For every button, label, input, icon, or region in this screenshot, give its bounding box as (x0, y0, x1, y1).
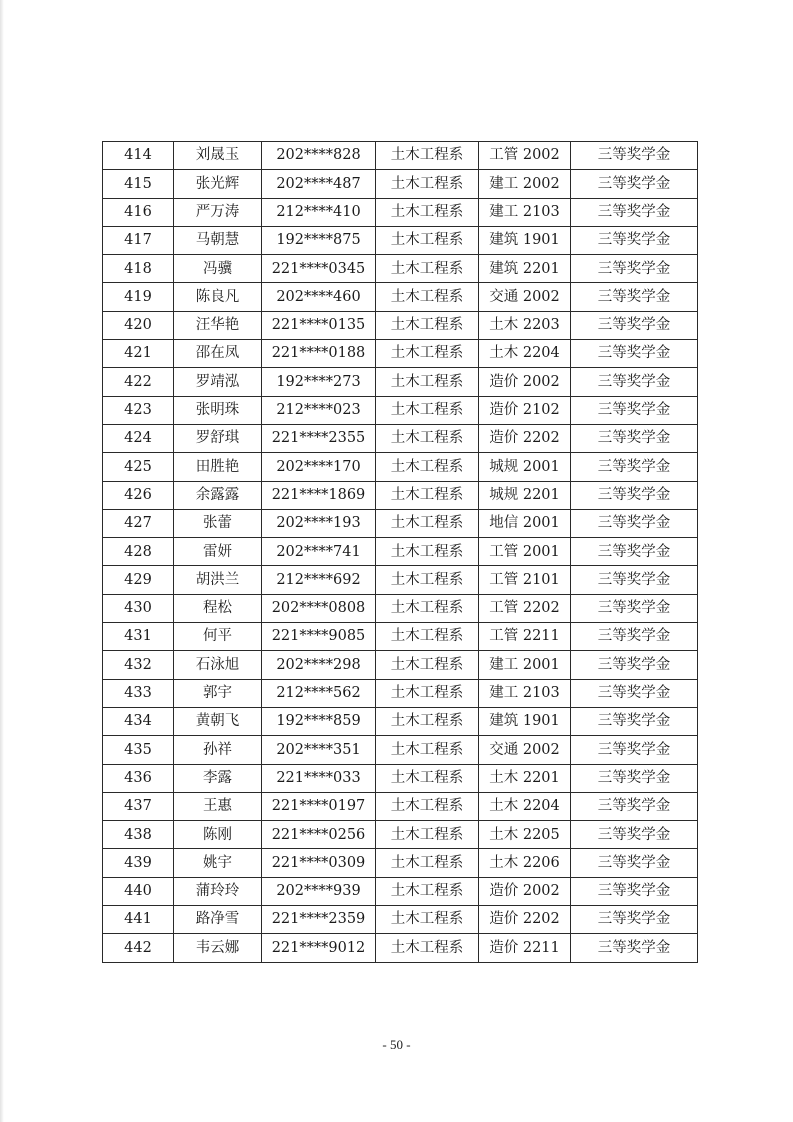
table-row (103, 453, 698, 481)
student-name-cell: 郭宇 (174, 679, 262, 707)
award-cell: 三等奖学金 (571, 821, 698, 849)
class-cell: 建筑 2201 (479, 255, 571, 283)
class-cell: 土木 2203 (479, 311, 571, 339)
award-cell: 三等奖学金 (571, 594, 698, 622)
class-cell: 土木 2204 (479, 340, 571, 368)
row-number-cell: 431 (103, 623, 174, 651)
table-row (103, 481, 698, 509)
table-row (103, 679, 698, 707)
department-cell: 土木工程系 (376, 849, 479, 877)
department-cell: 土木工程系 (376, 481, 479, 509)
student-name-cell: 孙祥 (174, 736, 262, 764)
row-number-cell: 417 (103, 226, 174, 254)
row-number-cell: 418 (103, 255, 174, 283)
award-cell: 三等奖学金 (571, 283, 698, 311)
department-cell: 土木工程系 (376, 679, 479, 707)
department-cell: 土木工程系 (376, 198, 479, 226)
table-row (103, 877, 698, 905)
table-row (103, 934, 698, 962)
department-cell: 土木工程系 (376, 877, 479, 905)
student-name-cell: 田胜艳 (174, 453, 262, 481)
award-cell: 三等奖学金 (571, 453, 698, 481)
student-id-cell: 212****692 (262, 566, 376, 594)
table-row (103, 340, 698, 368)
table-row (103, 707, 698, 735)
row-number-cell: 425 (103, 453, 174, 481)
award-cell: 三等奖学金 (571, 849, 698, 877)
student-id-cell: 221****9012 (262, 934, 376, 962)
table-row (103, 651, 698, 679)
award-cell: 三等奖学金 (571, 311, 698, 339)
student-id-cell: 192****875 (262, 226, 376, 254)
class-cell: 造价 2102 (479, 396, 571, 424)
student-id-cell: 202****0808 (262, 594, 376, 622)
department-cell: 土木工程系 (376, 255, 479, 283)
award-cell: 三等奖学金 (571, 934, 698, 962)
row-number-cell: 434 (103, 707, 174, 735)
row-number-cell: 430 (103, 594, 174, 622)
student-id-cell: 221****2359 (262, 906, 376, 934)
table-row (103, 736, 698, 764)
scan-edge-shadow (0, 0, 4, 1122)
student-id-cell: 202****487 (262, 170, 376, 198)
class-cell: 土木 2204 (479, 792, 571, 820)
student-name-cell: 马朝慧 (174, 226, 262, 254)
table-row (103, 509, 698, 537)
student-id-cell: 202****460 (262, 283, 376, 311)
department-cell: 土木工程系 (376, 792, 479, 820)
table-row (103, 538, 698, 566)
row-number-cell: 426 (103, 481, 174, 509)
student-name-cell: 石泳旭 (174, 651, 262, 679)
student-id-cell: 202****351 (262, 736, 376, 764)
award-cell: 三等奖学金 (571, 707, 698, 735)
table-row (103, 142, 698, 170)
student-id-cell: 202****193 (262, 509, 376, 537)
department-cell: 土木工程系 (376, 283, 479, 311)
award-cell: 三等奖学金 (571, 679, 698, 707)
table-row (103, 198, 698, 226)
department-cell: 土木工程系 (376, 226, 479, 254)
student-name-cell: 严万涛 (174, 198, 262, 226)
award-cell: 三等奖学金 (571, 566, 698, 594)
award-cell: 三等奖学金 (571, 424, 698, 452)
student-id-cell: 212****023 (262, 396, 376, 424)
class-cell: 造价 2211 (479, 934, 571, 962)
award-cell: 三等奖学金 (571, 538, 698, 566)
department-cell: 土木工程系 (376, 821, 479, 849)
student-name-cell: 王惠 (174, 792, 262, 820)
student-id-cell: 221****0309 (262, 849, 376, 877)
award-cell: 三等奖学金 (571, 198, 698, 226)
table-row (103, 226, 698, 254)
class-cell: 工管 2001 (479, 538, 571, 566)
student-name-cell: 蒲玲玲 (174, 877, 262, 905)
table-row (103, 821, 698, 849)
department-cell: 土木工程系 (376, 623, 479, 651)
department-cell: 土木工程系 (376, 368, 479, 396)
class-cell: 工管 2101 (479, 566, 571, 594)
row-number-cell: 437 (103, 792, 174, 820)
student-id-cell: 202****298 (262, 651, 376, 679)
student-name-cell: 余露露 (174, 481, 262, 509)
class-cell: 城规 2001 (479, 453, 571, 481)
class-cell: 交通 2002 (479, 283, 571, 311)
class-cell: 建工 2103 (479, 198, 571, 226)
class-cell: 造价 2002 (479, 877, 571, 905)
student-name-cell: 刘晟玉 (174, 142, 262, 170)
row-number-cell: 436 (103, 764, 174, 792)
row-number-cell: 421 (103, 340, 174, 368)
student-id-cell: 202****170 (262, 453, 376, 481)
student-name-cell: 陈刚 (174, 821, 262, 849)
table-row (103, 311, 698, 339)
row-number-cell: 420 (103, 311, 174, 339)
student-name-cell: 汪华艳 (174, 311, 262, 339)
class-cell: 造价 2202 (479, 906, 571, 934)
student-name-cell: 姚宇 (174, 849, 262, 877)
class-cell: 土木 2205 (479, 821, 571, 849)
department-cell: 土木工程系 (376, 509, 479, 537)
student-name-cell: 罗靖泓 (174, 368, 262, 396)
student-id-cell: 221****9085 (262, 623, 376, 651)
student-id-cell: 221****0256 (262, 821, 376, 849)
class-cell: 建工 2002 (479, 170, 571, 198)
row-number-cell: 439 (103, 849, 174, 877)
row-number-cell: 416 (103, 198, 174, 226)
student-name-cell: 胡洪兰 (174, 566, 262, 594)
student-name-cell: 张光辉 (174, 170, 262, 198)
table-row (103, 792, 698, 820)
row-number-cell: 427 (103, 509, 174, 537)
table-row (103, 424, 698, 452)
department-cell: 土木工程系 (376, 538, 479, 566)
class-cell: 建工 2103 (479, 679, 571, 707)
student-name-cell: 何平 (174, 623, 262, 651)
row-number-cell: 442 (103, 934, 174, 962)
table-row (103, 368, 698, 396)
class-cell: 土木 2206 (479, 849, 571, 877)
award-cell: 三等奖学金 (571, 170, 698, 198)
department-cell: 土木工程系 (376, 594, 479, 622)
row-number-cell: 423 (103, 396, 174, 424)
department-cell: 土木工程系 (376, 764, 479, 792)
class-cell: 建筑 1901 (479, 226, 571, 254)
table-body (103, 142, 698, 963)
department-cell: 土木工程系 (376, 566, 479, 594)
row-number-cell: 414 (103, 142, 174, 170)
table-row (103, 283, 698, 311)
award-cell: 三等奖学金 (571, 481, 698, 509)
table-row (103, 764, 698, 792)
row-number-cell: 419 (103, 283, 174, 311)
class-cell: 造价 2002 (479, 368, 571, 396)
student-name-cell: 路净雪 (174, 906, 262, 934)
award-cell: 三等奖学金 (571, 623, 698, 651)
student-name-cell: 罗舒琪 (174, 424, 262, 452)
student-id-cell: 221****0345 (262, 255, 376, 283)
student-id-cell: 212****410 (262, 198, 376, 226)
award-cell: 三等奖学金 (571, 142, 698, 170)
table-row (103, 255, 698, 283)
student-id-cell: 221****2355 (262, 424, 376, 452)
row-number-cell: 415 (103, 170, 174, 198)
class-cell: 建工 2001 (479, 651, 571, 679)
award-cell: 三等奖学金 (571, 396, 698, 424)
class-cell: 建筑 1901 (479, 707, 571, 735)
student-id-cell: 202****939 (262, 877, 376, 905)
student-name-cell: 韦云娜 (174, 934, 262, 962)
department-cell: 土木工程系 (376, 396, 479, 424)
award-cell: 三等奖学金 (571, 764, 698, 792)
department-cell: 土木工程系 (376, 906, 479, 934)
award-cell: 三等奖学金 (571, 226, 698, 254)
table-row (103, 594, 698, 622)
student-id-cell: 202****828 (262, 142, 376, 170)
student-name-cell: 张明珠 (174, 396, 262, 424)
award-cell: 三等奖学金 (571, 255, 698, 283)
row-number-cell: 435 (103, 736, 174, 764)
table-row (103, 566, 698, 594)
department-cell: 土木工程系 (376, 651, 479, 679)
class-cell: 土木 2201 (479, 764, 571, 792)
student-id-cell: 212****562 (262, 679, 376, 707)
class-cell: 地信 2001 (479, 509, 571, 537)
class-cell: 造价 2202 (479, 424, 571, 452)
student-id-cell: 202****741 (262, 538, 376, 566)
award-cell: 三等奖学金 (571, 340, 698, 368)
row-number-cell: 429 (103, 566, 174, 594)
table-row (103, 849, 698, 877)
table-row (103, 396, 698, 424)
student-name-cell: 张蕾 (174, 509, 262, 537)
row-number-cell: 441 (103, 906, 174, 934)
student-id-cell: 221****0197 (262, 792, 376, 820)
table-row (103, 906, 698, 934)
department-cell: 土木工程系 (376, 453, 479, 481)
row-number-cell: 433 (103, 679, 174, 707)
student-id-cell: 221****033 (262, 764, 376, 792)
row-number-cell: 424 (103, 424, 174, 452)
scholarship-table (102, 141, 698, 963)
award-cell: 三等奖学金 (571, 368, 698, 396)
class-cell: 工管 2211 (479, 623, 571, 651)
award-cell: 三等奖学金 (571, 877, 698, 905)
class-cell: 交通 2002 (479, 736, 571, 764)
award-cell: 三等奖学金 (571, 736, 698, 764)
student-name-cell: 陈良凡 (174, 283, 262, 311)
row-number-cell: 428 (103, 538, 174, 566)
department-cell: 土木工程系 (376, 707, 479, 735)
row-number-cell: 432 (103, 651, 174, 679)
class-cell: 工管 2202 (479, 594, 571, 622)
row-number-cell: 422 (103, 368, 174, 396)
student-name-cell: 冯骥 (174, 255, 262, 283)
department-cell: 土木工程系 (376, 311, 479, 339)
page-number: - 50 - (382, 1037, 411, 1052)
row-number-cell: 438 (103, 821, 174, 849)
class-cell: 城规 2201 (479, 481, 571, 509)
student-name-cell: 邵在凤 (174, 340, 262, 368)
row-number-cell: 440 (103, 877, 174, 905)
student-name-cell: 李露 (174, 764, 262, 792)
award-cell: 三等奖学金 (571, 906, 698, 934)
department-cell: 土木工程系 (376, 170, 479, 198)
student-id-cell: 192****273 (262, 368, 376, 396)
table-row (103, 623, 698, 651)
award-cell: 三等奖学金 (571, 509, 698, 537)
table-row (103, 170, 698, 198)
student-id-cell: 221****1869 (262, 481, 376, 509)
department-cell: 土木工程系 (376, 142, 479, 170)
student-name-cell: 黄朝飞 (174, 707, 262, 735)
student-id-cell: 192****859 (262, 707, 376, 735)
department-cell: 土木工程系 (376, 934, 479, 962)
student-name-cell: 雷妍 (174, 538, 262, 566)
student-id-cell: 221****0135 (262, 311, 376, 339)
class-cell: 工管 2002 (479, 142, 571, 170)
department-cell: 土木工程系 (376, 340, 479, 368)
department-cell: 土木工程系 (376, 736, 479, 764)
department-cell: 土木工程系 (376, 424, 479, 452)
student-id-cell: 221****0188 (262, 340, 376, 368)
award-cell: 三等奖学金 (571, 792, 698, 820)
award-cell: 三等奖学金 (571, 651, 698, 679)
student-name-cell: 程松 (174, 594, 262, 622)
